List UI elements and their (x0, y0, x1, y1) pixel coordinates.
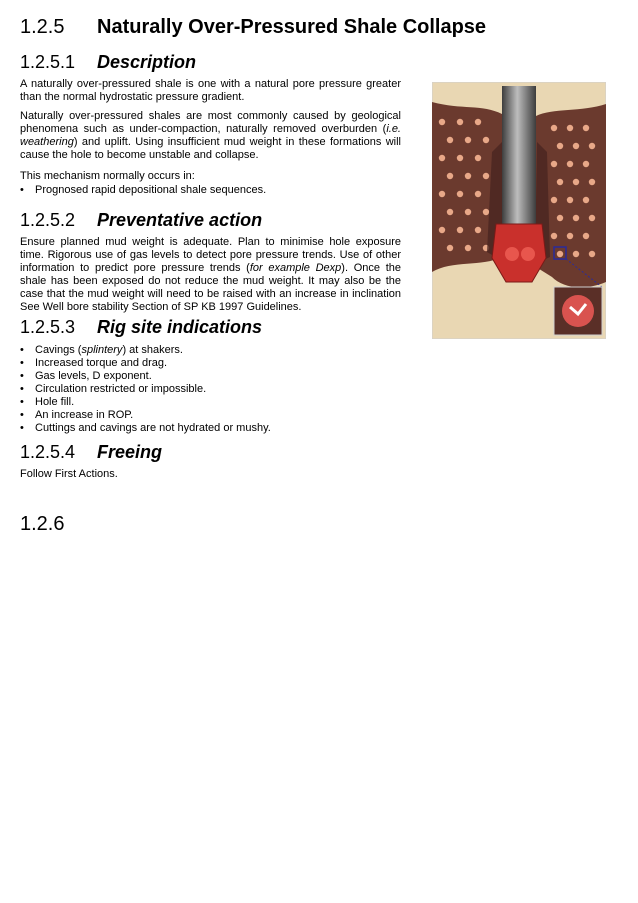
pore-dot (475, 155, 481, 161)
preventative-title: Preventative action (97, 210, 263, 230)
preventative-text: Ensure planned mud weight is adequate. Plan to minimise hole exposure time. Rigorous use of gas levels to detect pore pressure trends. Use of other information to predict pore pressure trends (for example Dexp). Once the shale has been exposed do not reduce the mud weight. It may also be the case that the mud weight will need to be raised with an increase in inclination See Well bore stability Section of SP KB 1997 Guidelines. (20, 236, 401, 313)
pore-dot (465, 245, 471, 251)
pore-dot (589, 179, 595, 185)
next-section-number: 1.2.6 (20, 513, 65, 535)
description-heading (20, 52, 197, 73)
pore-dot (439, 227, 445, 233)
pore-dot (483, 173, 489, 179)
description-para-2: Naturally over-pressured shales are most commonly caused by geological phenomena such as under-compaction, naturally removed overburden (i.e. weathering) and uplift. Using insufficient mud weight in these formations will cause the hole to become unstable and collapse. (20, 110, 401, 161)
freeing-title: Freeing (97, 442, 163, 462)
pore-dot (589, 251, 595, 257)
section-heading (20, 16, 487, 39)
pore-dot (475, 227, 481, 233)
pore-dot (447, 137, 453, 143)
description-number: 1.2.5.1 (20, 52, 76, 72)
pore-dot (589, 143, 595, 149)
pore-dot (447, 209, 453, 215)
freeing-heading (20, 442, 163, 463)
next-section-heading (20, 513, 64, 536)
list-item: • Increased torque and drag. (20, 357, 271, 370)
shale-collapse-illustration (432, 82, 606, 339)
pore-dot (589, 215, 595, 221)
pore-dot (551, 197, 557, 203)
indications-number: 1.2.5.3 (20, 317, 76, 337)
pore-dot (567, 125, 573, 131)
preventative-number: 1.2.5.2 (20, 210, 76, 230)
description-title: Description (97, 52, 197, 72)
indications-list (20, 344, 271, 435)
pore-dot (583, 197, 589, 203)
pore-dot (551, 233, 557, 239)
pore-dot (583, 125, 589, 131)
drill-pipe (502, 86, 536, 226)
inset-grain (562, 295, 594, 327)
pore-dot (447, 173, 453, 179)
pore-dot (573, 215, 579, 221)
list-item: • Circulation restricted or impossible. (20, 383, 271, 396)
list-item: • Cuttings and cavings are not hydrated or mushy. (20, 422, 271, 435)
pore-dot (573, 251, 579, 257)
pore-dot (465, 173, 471, 179)
pore-dot (483, 209, 489, 215)
pore-dot (483, 137, 489, 143)
pore-dot (583, 233, 589, 239)
preventative-heading (20, 210, 263, 231)
list-item: • An increase in ROP. (20, 409, 271, 422)
pore-dot (457, 155, 463, 161)
list-item: • Cavings (splintery) at shakers. (20, 344, 271, 357)
indications-title: Rig site indications (97, 317, 263, 337)
pore-dot (457, 119, 463, 125)
pore-dot (557, 179, 563, 185)
pore-dot (439, 155, 445, 161)
indications-heading (20, 317, 263, 338)
pore-dot (475, 119, 481, 125)
pore-dot (567, 233, 573, 239)
pore-dot (583, 161, 589, 167)
pore-dot (465, 209, 471, 215)
pore-dot (465, 137, 471, 143)
pore-dot (567, 197, 573, 203)
pore-dot (573, 179, 579, 185)
freeing-text: Follow First Actions. (20, 468, 118, 480)
list-item: • Prognosed rapid depositional shale sequences. (20, 184, 266, 197)
bit-cone (521, 247, 535, 261)
wellbore-drawing (432, 82, 606, 339)
pore-dot (567, 161, 573, 167)
pore-dot (573, 143, 579, 149)
pore-dot (557, 143, 563, 149)
pore-dot (475, 191, 481, 197)
description-list (20, 184, 266, 197)
pore-dot (457, 191, 463, 197)
freeing-number: 1.2.5.4 (20, 442, 76, 462)
list-item: • Hole fill. (20, 396, 271, 409)
description-para-3: This mechanism normally occurs in: (20, 170, 195, 182)
list-item: • Gas levels, D exponent. (20, 370, 271, 383)
section-title: Naturally Over-Pressured Shale Collapse (97, 16, 487, 38)
bit-cone (505, 247, 519, 261)
pore-dot (439, 191, 445, 197)
pore-dot (439, 119, 445, 125)
pore-dot (447, 245, 453, 251)
section-number: 1.2.5 (20, 16, 65, 38)
pore-dot (557, 251, 563, 257)
pore-dot (551, 161, 557, 167)
pore-dot (557, 215, 563, 221)
pore-dot (457, 227, 463, 233)
pore-dot (551, 125, 557, 131)
description-para-1: A naturally over-pressured shale is one with a natural pore pressure greater than the normal hydrostatic pressure gradient. (20, 78, 401, 103)
